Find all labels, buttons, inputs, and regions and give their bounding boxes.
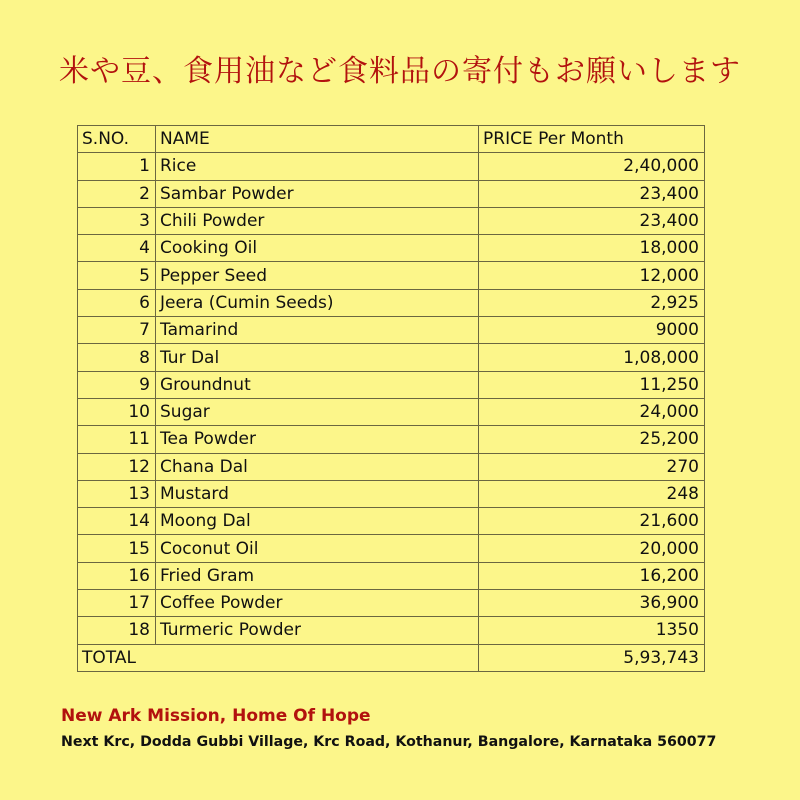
header-price: PRICE Per Month xyxy=(479,126,705,153)
row-price: 9000 xyxy=(479,317,705,344)
row-price: 23,400 xyxy=(479,180,705,207)
table-row xyxy=(78,590,705,617)
row-price: 16,200 xyxy=(479,562,705,589)
row-price: 23,400 xyxy=(479,207,705,234)
row-item-name: Fried Gram xyxy=(156,562,479,589)
row-sno: 10 xyxy=(78,398,156,425)
total-price: 5,93,743 xyxy=(479,644,705,671)
table-row xyxy=(78,426,705,453)
row-price: 36,900 xyxy=(479,590,705,617)
page-title: 米や豆、食用油など食料品の寄付もお願いします xyxy=(59,54,741,89)
table-row xyxy=(78,207,705,234)
row-price: 1350 xyxy=(479,617,705,644)
table-row xyxy=(78,317,705,344)
donation-table xyxy=(77,125,705,672)
row-price: 248 xyxy=(479,480,705,507)
row-sno: 5 xyxy=(78,262,156,289)
table-row xyxy=(78,289,705,316)
row-item-name: Jeera (Cumin Seeds) xyxy=(156,289,479,316)
table-row xyxy=(78,480,705,507)
row-item-name: Coconut Oil xyxy=(156,535,479,562)
donation-table-container xyxy=(77,125,704,672)
row-item-name: Mustard xyxy=(156,480,479,507)
row-item-name: Turmeric Powder xyxy=(156,617,479,644)
row-sno: 8 xyxy=(78,344,156,371)
row-item-name: Tamarind xyxy=(156,317,479,344)
row-item-name: Moong Dal xyxy=(156,508,479,535)
header-name: NAME xyxy=(156,126,479,153)
row-price: 25,200 xyxy=(479,426,705,453)
table-row xyxy=(78,453,705,480)
table-row xyxy=(78,180,705,207)
row-sno: 3 xyxy=(78,207,156,234)
row-item-name: Sugar xyxy=(156,398,479,425)
header-sno: S.NO. xyxy=(78,126,156,153)
row-price: 12,000 xyxy=(479,262,705,289)
row-item-name: Coffee Powder xyxy=(156,590,479,617)
table-row xyxy=(78,617,705,644)
row-sno: 18 xyxy=(78,617,156,644)
row-sno: 7 xyxy=(78,317,156,344)
row-item-name: Pepper Seed xyxy=(156,262,479,289)
table-row xyxy=(78,235,705,262)
row-item-name: Rice xyxy=(156,153,479,180)
total-label: TOTAL xyxy=(78,644,479,671)
table-row xyxy=(78,153,705,180)
table-row xyxy=(78,262,705,289)
organization-name: New Ark Mission, Home Of Hope xyxy=(61,706,371,726)
table-row xyxy=(78,508,705,535)
row-sno: 6 xyxy=(78,289,156,316)
row-price: 18,000 xyxy=(479,235,705,262)
row-sno: 11 xyxy=(78,426,156,453)
row-item-name: Chana Dal xyxy=(156,453,479,480)
table-row xyxy=(78,371,705,398)
row-sno: 12 xyxy=(78,453,156,480)
row-price: 21,600 xyxy=(479,508,705,535)
row-price: 2,925 xyxy=(479,289,705,316)
table-header-row xyxy=(78,126,705,153)
table-row xyxy=(78,344,705,371)
row-sno: 4 xyxy=(78,235,156,262)
row-sno: 17 xyxy=(78,590,156,617)
row-sno: 2 xyxy=(78,180,156,207)
row-item-name: Tea Powder xyxy=(156,426,479,453)
row-price: 270 xyxy=(479,453,705,480)
row-price: 11,250 xyxy=(479,371,705,398)
row-price: 2,40,000 xyxy=(479,153,705,180)
table-row xyxy=(78,535,705,562)
row-item-name: Groundnut xyxy=(156,371,479,398)
table-row xyxy=(78,398,705,425)
row-item-name: Cooking Oil xyxy=(156,235,479,262)
organization-address: Next Krc, Dodda Gubbi Village, Krc Road, Kothanur, Bangalore, Karnataka 560077 xyxy=(61,734,717,750)
row-item-name: Sambar Powder xyxy=(156,180,479,207)
row-item-name: Tur Dal xyxy=(156,344,479,371)
row-price: 20,000 xyxy=(479,535,705,562)
row-sno: 1 xyxy=(78,153,156,180)
row-price: 1,08,000 xyxy=(479,344,705,371)
row-item-name: Chili Powder xyxy=(156,207,479,234)
table-row xyxy=(78,562,705,589)
total-row xyxy=(78,644,705,671)
row-sno: 14 xyxy=(78,508,156,535)
row-sno: 9 xyxy=(78,371,156,398)
row-price: 24,000 xyxy=(479,398,705,425)
row-sno: 16 xyxy=(78,562,156,589)
table-body xyxy=(78,153,705,644)
row-sno: 13 xyxy=(78,480,156,507)
row-sno: 15 xyxy=(78,535,156,562)
